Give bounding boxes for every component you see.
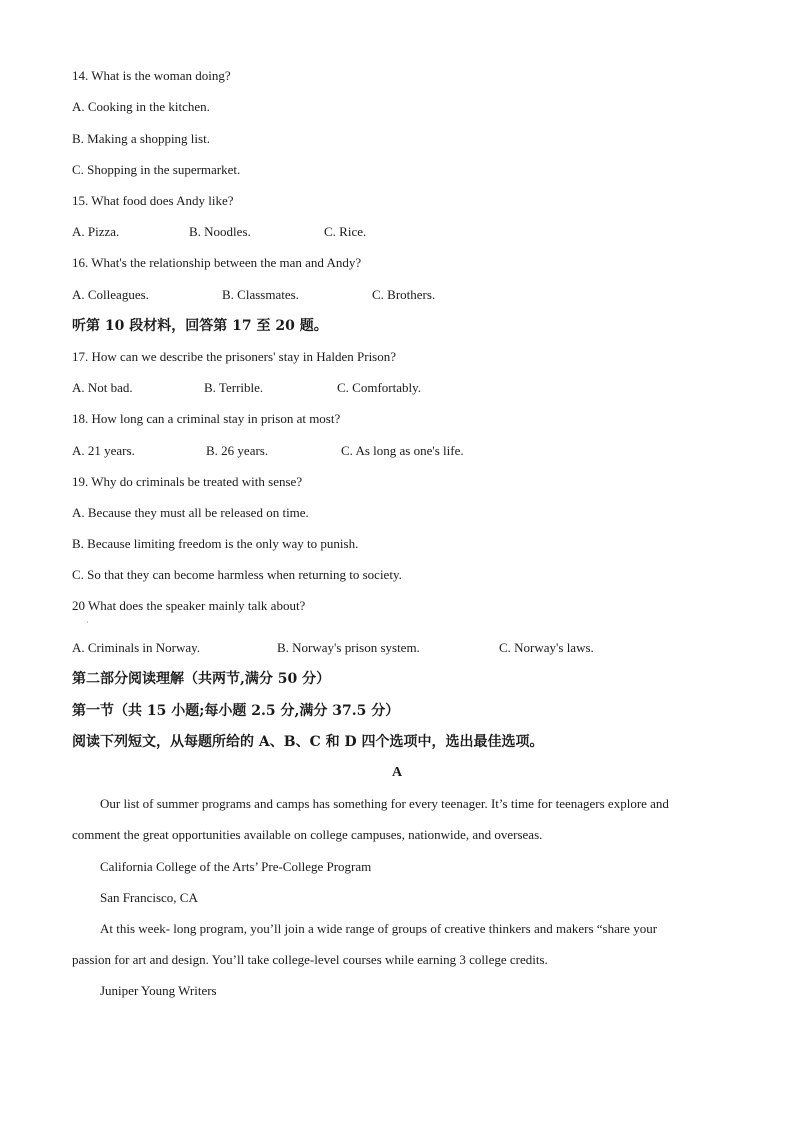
- q18-option-c: C. As long as one's life.: [341, 443, 464, 458]
- paragraph-2-line-1: At this week- long program, you’ll join a wide range of groups of creative thinkers and makers “share your: [100, 921, 658, 936]
- q19-option-c: C. So that they can become harmless when returning to society.: [72, 567, 402, 582]
- question-20: 20 What does the speaker mainly talk about?: [72, 598, 306, 613]
- question-16: 16. What's the relationship between the man and Andy?: [72, 255, 362, 270]
- question-19: 19. Why do criminals be treated with sense?: [72, 474, 303, 489]
- q16-option-a: A. Colleagues.: [72, 287, 149, 302]
- instructions: 阅读下列短文，从每题所给的 A、B、C 和 D 四个选项中，选出最佳选项。: [72, 734, 544, 750]
- section-10-heading: 听第 10 段材料，回答第 17 至 20 题。: [72, 318, 328, 334]
- q16-option-c: C. Brothers.: [372, 287, 436, 302]
- stray-dot: ·: [86, 618, 89, 627]
- program-1-location: San Francisco, CA: [100, 890, 198, 905]
- question-17: 17. How can we describe the prisoners' stay in Halden Prison?: [72, 349, 397, 364]
- q14-option-a: A. Cooking in the kitchen.: [72, 99, 210, 114]
- q20-option-c: C. Norway's laws.: [499, 640, 594, 655]
- q17-option-c: C. Comfortably.: [337, 380, 422, 395]
- q19-option-b: B. Because limiting freedom is the only way to punish.: [72, 536, 359, 551]
- part-2-title: 第二部分阅读理解（共两节,满分 50 分）: [72, 671, 331, 687]
- q16-option-b: B. Classmates.: [222, 287, 299, 302]
- question-18: 18. How long can a criminal stay in prison at most?: [72, 411, 341, 426]
- paragraph-1-line-2: comment the great opportunities available on college campuses, nationwide, and overseas.: [72, 827, 543, 842]
- q15-option-a: A. Pizza.: [72, 224, 120, 239]
- paragraph-2-line-2: passion for art and design. You’ll take college-level courses while earning 3 college credits.: [72, 952, 548, 967]
- section-1-title: 第一节（共 15 小题;每小题 2.5 分,满分 37.5 分）: [72, 703, 400, 719]
- q15-option-b: B. Noodles.: [189, 224, 251, 239]
- q15-option-c: C. Rice.: [324, 224, 367, 239]
- paragraph-1-line-1: Our list of summer programs and camps has something for every teenager. It’s time for teenagers explore and: [100, 796, 669, 811]
- q19-option-a: A. Because they must all be released on time.: [72, 505, 309, 520]
- question-15: 15. What food does Andy like?: [72, 193, 234, 208]
- q18-option-a: A. 21 years.: [72, 443, 135, 458]
- q14-option-c: C. Shopping in the supermarket.: [72, 162, 241, 177]
- question-14: 14. What is the woman doing?: [72, 68, 231, 83]
- q17-option-b: B. Terrible.: [204, 380, 264, 395]
- q17-option-a: A. Not bad.: [72, 380, 133, 395]
- q20-option-b: B. Norway's prison system.: [277, 640, 420, 655]
- program-1-name: California College of the Arts’ Pre-College Program: [100, 859, 372, 874]
- q18-option-b: B. 26 years.: [206, 443, 269, 458]
- q14-option-b: B. Making a shopping list.: [72, 131, 210, 146]
- program-2-name: Juniper Young Writers: [100, 983, 217, 998]
- q20-option-a: A. Criminals in Norway.: [72, 640, 201, 655]
- passage-letter: A: [391, 765, 403, 780]
